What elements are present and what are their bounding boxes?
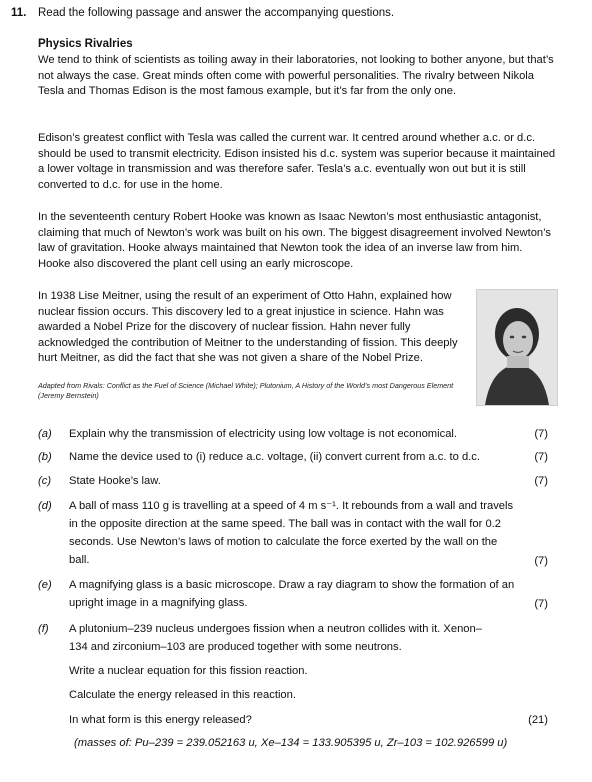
part-e-text: A magnifying glass is a basic microscope. Draw a ray diagram to show the formation of an upright image in a magnifying glass. — [69, 579, 515, 609]
passage-paragraph-3: In the seventeenth century Robert Hooke was known as Isaac Newton’s most enthusiastic antagonist, claiming that much of Newton’s work was built on his own. The biggest disagreement involved Newton’s law of gravitation. Hooke always maintained that Newton took the idea of an inverse law from him. Hooke also discovered the plant cell using an early microscope. — [38, 211, 552, 270]
part-e-marks: (7) — [534, 598, 548, 610]
question-instruction: Read the following passage and answer the accompanying questions. — [38, 7, 395, 19]
passage-paragraph-1: We tend to think of scientists as toiling away in their laboratories, not looking to bother anyone, but that’s not always the case. Great minds often come with powerful personalities. The rivalry between Nikola Tesla and Thomas Edison is the most famous example, but it’s far from the only one. — [38, 54, 554, 97]
part-f-text-2: Write a nuclear equation for this fission reaction. — [69, 665, 308, 677]
part-c-label: (c) — [38, 475, 52, 487]
part-b-marks: (7) — [534, 451, 548, 463]
part-f-text-4: In what form is this energy released? — [69, 714, 252, 726]
part-f-label: (f) — [38, 623, 49, 635]
part-b-text: Name the device used to (i) reduce a.c. voltage, (ii) convert current from a.c. to d.c. — [69, 451, 481, 463]
part-f-text-1: A plutonium–239 nucleus undergoes fission when a neutron collides with it. Xenon–134 and zirconium–103 are produced together with some neutrons. — [69, 623, 482, 653]
part-a-label: (a) — [38, 428, 52, 440]
lise-meitner-portrait — [476, 289, 558, 406]
part-c-text: State Hooke’s law. — [69, 475, 161, 487]
passage-paragraph-2: Edison’s greatest conflict with Tesla was called the current war. It centred around whether a.c. or d.c. should be used to transmit electricity. Edison insisted his d.c. system was superior because it maintained a lower voltage in transmission and was therefore safer. Tesla’s a.c. eventually won out but it is still converted to d.c. for use in the home. — [38, 132, 556, 191]
part-e-label: (e) — [38, 579, 52, 591]
part-d-marks: (7) — [534, 555, 548, 567]
part-f-text-3: Calculate the energy released in this reaction. — [69, 689, 296, 701]
passage-source: Adapted from Rivals: Conflict as the Fuel of Science (Michael White); Plutonium, A History of the World’s most Dangerous Element (Jeremy Bernstein) — [38, 381, 454, 400]
passage-paragraph-4: In 1938 Lise Meitner, using the result of an experiment of Otto Hahn, explained how nuclear fission occurs. This discovery led to a great injustice in science. Hahn was awarded a Nobel Prize for the discovery of nuclear fission. Hahn never fully acknowledged the contribution of Meitner to the understanding of fission. This deeply hurt Meitner, as did the fact that she was not given a share of the Nobel Prize. — [38, 290, 458, 364]
part-a-marks: (7) — [534, 428, 548, 440]
part-a-text: Explain why the transmission of electricity using low voltage is not economical. — [69, 428, 458, 440]
part-d-label: (d) — [38, 500, 52, 512]
passage-title: Physics Rivalries — [38, 38, 133, 50]
part-d-text: A ball of mass 110 g is travelling at a speed of 4 m s⁻¹. It rebounds from a wall and travels in the opposite direction at the same speed. The ball was in contact with the wall for 0.2 seconds. Use Newton’s laws of motion to calculate the force exerted by the wall on the ball. — [69, 500, 514, 566]
part-b-label: (b) — [38, 451, 52, 463]
part-c-marks: (7) — [534, 475, 548, 487]
question-number: 11. — [11, 7, 27, 19]
atomic-masses-note: (masses of: Pu–239 = 239.052163 u, Xe–134 = 133.905395 u, Zr–103 = 102.926599 u) — [74, 737, 508, 749]
part-f-marks: (21) — [528, 714, 548, 726]
